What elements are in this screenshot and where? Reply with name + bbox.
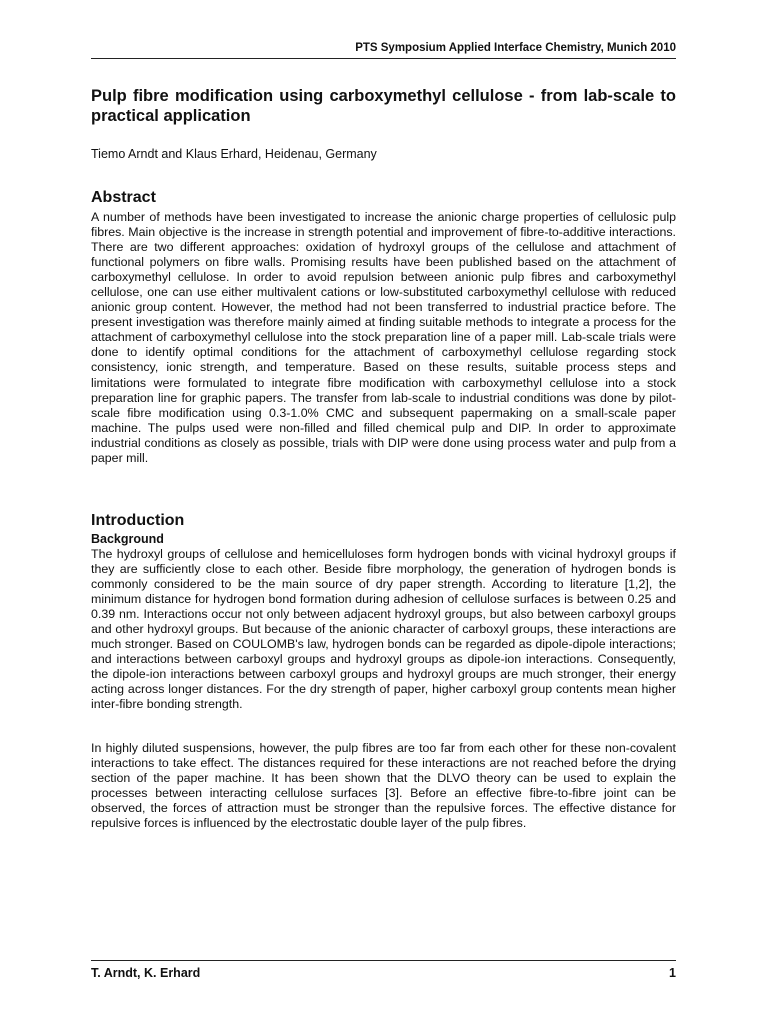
abstract-heading: Abstract [91, 189, 156, 206]
paper-title: Pulp fibre modification using carboxymethyl cellulose - from lab-scale to practical application [91, 87, 676, 125]
introduction-paragraph-2: In highly diluted suspensions, however, the pulp fibres are too far from each other for these non-covalent interactions to take effect. The distances required for these interactions are not reached before the drying section of the paper machine. It has been shown that the DLVO theory can be used to explain the processes between interacting cellulose surfaces [3]. Before an effective fibre-to-fibre joint can be observed, the forces of attraction must be stronger than the repulsive forces. The effective distance for repulsive forces is influenced by the electrostatic double layer of the pulp fibres. [91, 741, 676, 831]
author-line: Tiemo Arndt and Klaus Erhard, Heidenau, Germany [91, 147, 377, 161]
paper-page [91, 0, 676, 1024]
running-header: PTS Symposium Applied Interface Chemistry, Munich 2010 [91, 41, 676, 59]
introduction-paragraph-1: The hydroxyl groups of cellulose and hemicelluloses form hydrogen bonds with vicinal hydroxyl groups if they are sufficiently close to each other. Beside fibre morphology, the generation of hydrogen bonds is commonly considered to be the main source of dry paper strength. According to literature [1,2], the minimum distance for hydrogen bond formation during adhesion of cellulose surfaces is between 0.25 and 0.39 nm. Interactions occur not only between adjacent hydroxyl groups, but also between carboxyl groups and other hydroxyl groups. But because of the anionic character of carboxyl groups, these interactions are much stronger. Based on COULOMB's law, hydrogen bonds can be regarded as dipole-dipole interactions; and interactions between carboxyl groups and hydroxyl groups as dipole-ion interactions. Consequently, the dipole-ion interactions between carboxyl groups and hydroxyl groups are much stronger, their energy acting across longer distances. For the dry strength of paper, higher carboxyl group contents mean higher inter-fibre bonding strength. [91, 547, 676, 712]
abstract-text: A number of methods have been investigated to increase the anionic charge properties of cellulosic pulp fibres. Main objective is the increase in strength potential and improvement of fibre-to-additive interactions. There are two different approaches: oxidation of hydroxyl groups of the cellulose and attachment of functional polymers on fibre walls. Promising results have been published based on the attachment of carboxymethyl cellulose. In order to avoid repulsion between anionic pulp fibres and carboxymethyl cellulose, one can use either multivalent cations or low-substituted carboxymethyl cellulose with reduced anionic group content. However, the method had not been transferred to industrial practice before. The present investigation was therefore mainly aimed at finding suitable methods to integrate a process for the attachment of carboxymethyl cellulose into the stock preparation line of a paper mill. Lab-scale trials were done to identify optimal conditions for the attachment of carboxymethyl cellulose regarding stock consistency, ionic strength, and temperature. Based on these results, suitable process steps and limitations were formulated to integrate fibre modification with carboxymethyl cellulose into a stock preparation line for graphic papers. The transfer from lab-scale to industrial conditions was done by pilot-scale fibre modification using 0.3-1.0% CMC and subsequent papermaking on a small-scale paper machine. The pulps used were non-filled and filled chemical pulp and DIP. In order to approximate industrial conditions as closely as possible, trials with DIP were done using process water and pulp from a paper mill. [91, 210, 676, 465]
introduction-heading: Introduction [91, 512, 185, 529]
page-footer [91, 960, 676, 981]
footer-authors: T. Arndt, K. Erhard [91, 966, 201, 980]
page-number: 1 [669, 966, 676, 980]
background-subheading: Background [91, 532, 164, 546]
